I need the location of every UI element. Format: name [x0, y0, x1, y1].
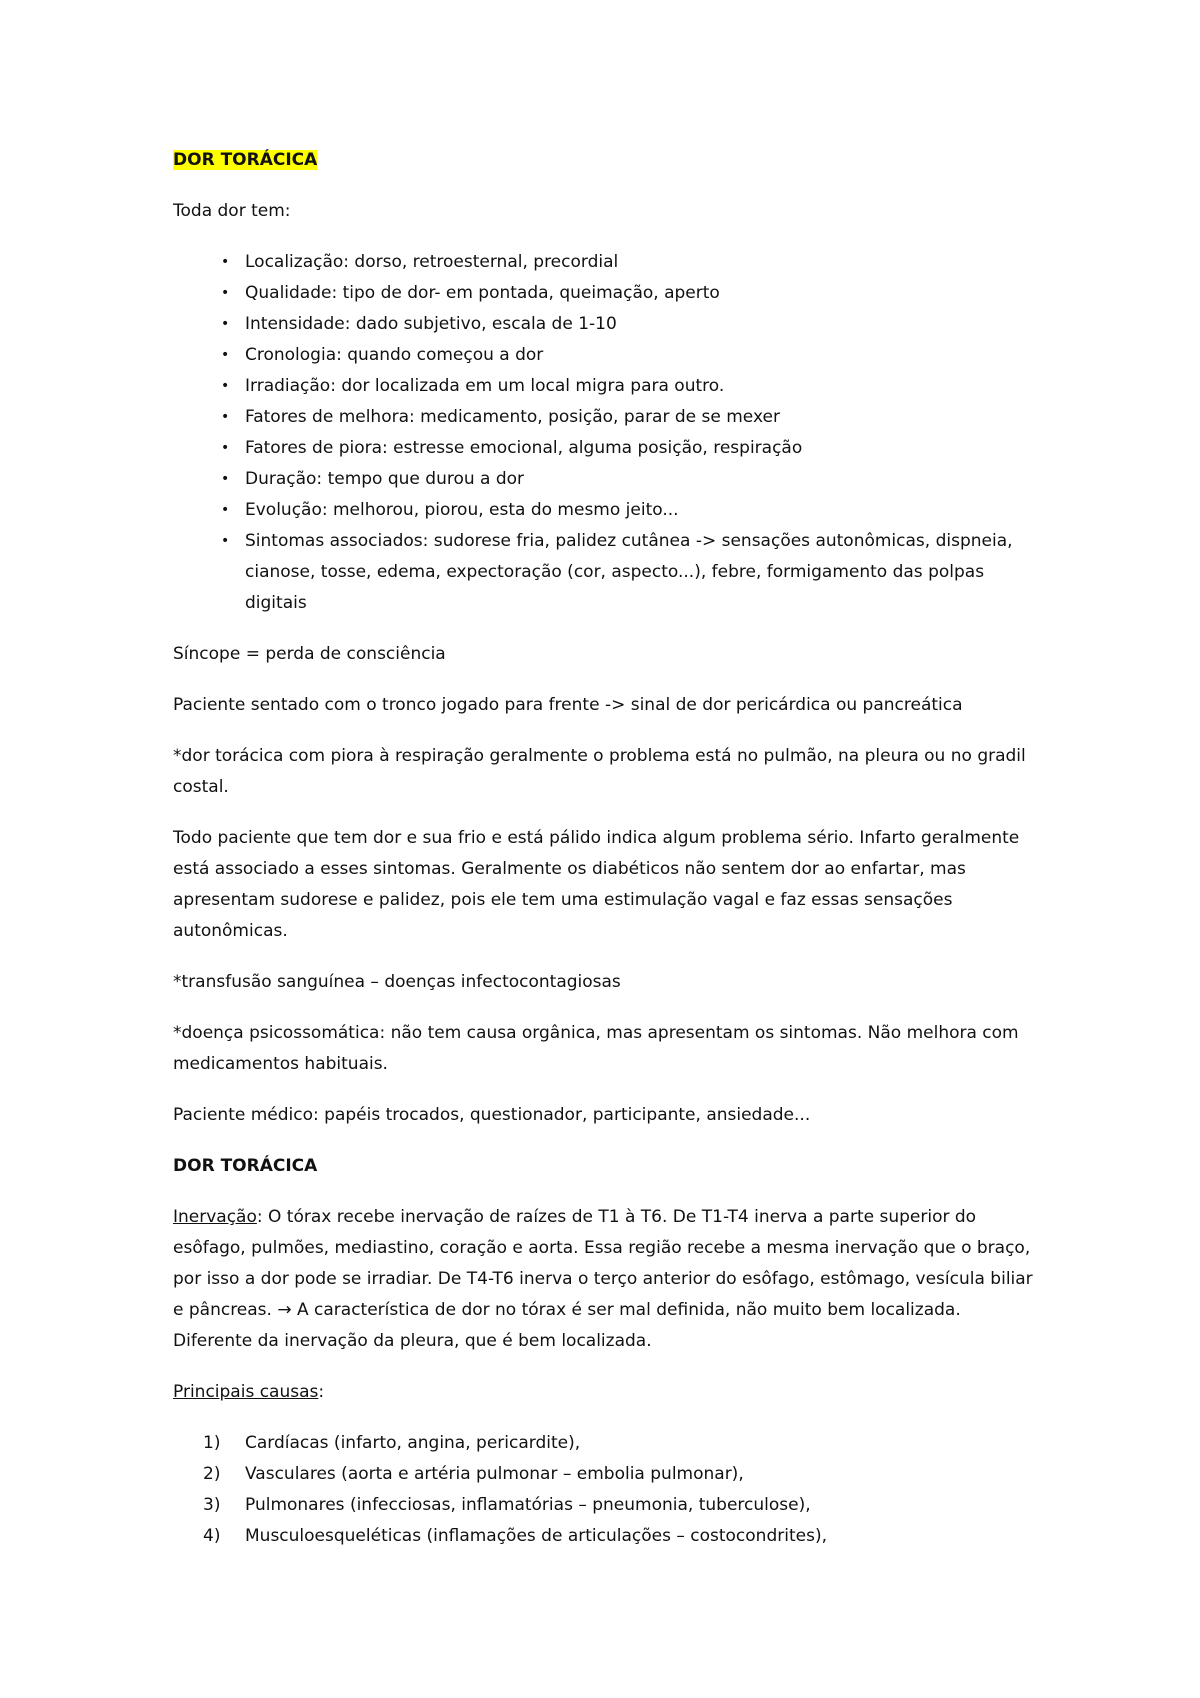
bullet-icon: • — [221, 533, 230, 549]
list-item — [173, 464, 1043, 495]
bullet-icon: • — [221, 347, 230, 363]
list-item-text: Irradiação: dor localizada em um local migra para outro. — [245, 376, 725, 396]
document-page — [173, 145, 1043, 1552]
causes-list — [173, 1428, 1043, 1552]
list-item-text: Evolução: melhorou, piorou, esta do mesmo jeito... — [245, 500, 679, 520]
list-item — [173, 1490, 1043, 1521]
section1-heading — [173, 145, 1043, 176]
innervation-label: Inervação — [173, 1207, 257, 1227]
list-item — [173, 526, 1043, 619]
list-item-text: Intensidade: dado subjetivo, escala de 1-10 — [245, 314, 617, 334]
bullet-icon: • — [221, 254, 230, 270]
causes-colon: : — [318, 1382, 325, 1402]
list-item-text: Localização: dorso, retroesternal, precordial — [245, 252, 619, 272]
bullet-icon: • — [221, 285, 230, 301]
list-item-text: Musculoesqueléticas (inflamações de articulações – costocondrites), — [245, 1526, 827, 1546]
paragraph-innervation — [173, 1202, 1043, 1357]
bullet-icon: • — [221, 378, 230, 394]
section1-intro: Toda dor tem: — [173, 201, 291, 221]
section2-heading-text: DOR TORÁCICA — [173, 1156, 318, 1176]
list-item — [173, 1521, 1043, 1552]
section2-heading — [173, 1151, 1043, 1182]
list-item — [173, 1459, 1043, 1490]
bullet-icon: • — [221, 471, 230, 487]
list-item-text: Pulmonares (infecciosas, inflamatórias – pneumonia, tuberculose), — [245, 1495, 811, 1515]
list-item-number: 1) — [203, 1433, 221, 1453]
list-item — [173, 247, 1043, 278]
bullet-icon: • — [221, 440, 230, 456]
paragraph-posture: Paciente sentado com o tronco jogado para frente -> sinal de dor pericárdica ou pancreática — [173, 695, 963, 715]
list-item-number: 4) — [203, 1526, 221, 1546]
paragraph-transfusion-note: *transfusão sanguínea – doenças infectocontagiosas — [173, 972, 621, 992]
bullet-icon: • — [221, 502, 230, 518]
list-item — [173, 1428, 1043, 1459]
list-item-text: Fatores de melhora: medicamento, posição, parar de se mexer — [245, 407, 780, 427]
bullet-icon: • — [221, 409, 230, 425]
causes-heading — [173, 1377, 1043, 1408]
list-item-number: 2) — [203, 1464, 221, 1484]
list-item-text: Cronologia: quando começou a dor — [245, 345, 544, 365]
bullet-icon: • — [221, 316, 230, 332]
innervation-text: : O tórax recebe inervação de raízes de T1 à T6. De T1-T4 inerva a parte superior do esôfago, pulmões, mediastino, coração e aorta. Essa região recebe a mesma inervação que o braço, por isso a dor pode se irradiar. De T4-T6 inerva o terço anterior do esôfago, estômago, vesícula biliar e pâncreas. → A característica de dor no tórax é ser mal definida, não muito bem localizada. Diferente da inervação da pleura, que é bem localizada. — [173, 1207, 1033, 1351]
characteristics-list — [173, 247, 1043, 619]
list-item-text: Sintomas associados: sudorese fria, palidez cutânea -> sensações autonômicas, dispneia, cianose, tosse, edema, expectoração (cor, aspecto...), febre, formigamento das polpas digitais — [245, 531, 1013, 613]
list-item-text: Qualidade: tipo de dor- em pontada, queimação, aperto — [245, 283, 720, 303]
list-item — [173, 433, 1043, 464]
list-item — [173, 309, 1043, 340]
list-item — [173, 340, 1043, 371]
section1-heading-text: DOR TORÁCICA — [173, 150, 318, 170]
list-item-text: Duração: tempo que durou a dor — [245, 469, 525, 489]
list-item-text: Vasculares (aorta e artéria pulmonar – embolia pulmonar), — [245, 1464, 744, 1484]
paragraph-physician-patient: Paciente médico: papéis trocados, questionador, participante, ansiedade... — [173, 1105, 811, 1125]
list-item — [173, 371, 1043, 402]
paragraph-serious-signs: Todo paciente que tem dor e sua frio e está pálido indica algum problema sério. Infarto geralmente está associado a esses sintomas. Geralmente os diabéticos não sentem dor ao enfartar, mas apresentam sudorese e palidez, pois ele tem uma estimulação vagal e faz essas sensações autonômicas. — [173, 828, 1020, 941]
paragraph-psychosomatic-note: *doença psicossomática: não tem causa orgânica, mas apresentam os sintomas. Não melhora com medicamentos habituais. — [173, 1023, 1019, 1074]
list-item — [173, 278, 1043, 309]
list-item — [173, 495, 1043, 526]
paragraph-respiration-note: *dor torácica com piora à respiração geralmente o problema está no pulmão, na pleura ou no gradil costal. — [173, 746, 1026, 797]
causes-label: Principais causas — [173, 1382, 319, 1402]
list-item-text: Cardíacas (infarto, angina, pericardite), — [245, 1433, 581, 1453]
list-item-number: 3) — [203, 1495, 221, 1515]
list-item — [173, 402, 1043, 433]
list-item-text: Fatores de piora: estresse emocional, alguma posição, respiração — [245, 438, 803, 458]
paragraph-syncope: Síncope = perda de consciência — [173, 644, 446, 664]
